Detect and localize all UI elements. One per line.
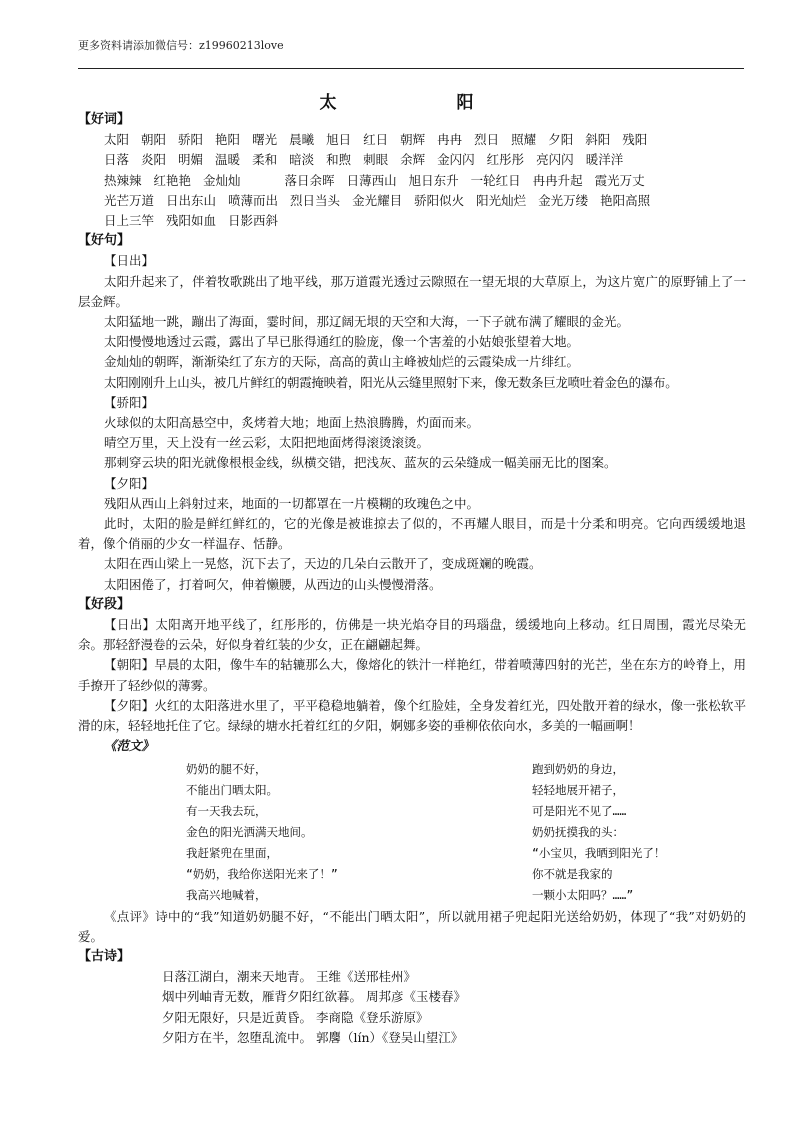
word-row-1 bbox=[104, 130, 746, 150]
word: 冉冉 bbox=[437, 132, 463, 148]
section-heading-good-sentences: 【好句】 bbox=[78, 233, 131, 249]
word: 朝阳 bbox=[141, 132, 167, 148]
paragraph: 【朝阳】早晨的太阳，像牛车的轱辘那么大，像熔化的铁汁一样艳红，带着喷薄四射的光芒，坐在东方的岭脊上，用手撩开了轻纱似的薄雾。 bbox=[78, 657, 746, 693]
word: 日影西斜 bbox=[228, 213, 279, 229]
sentence: 那刺穿云块的阳光就像根根金线，纵横交错，把浅灰、蓝灰的云朵缝成一幅美丽无比的图案。 bbox=[104, 455, 617, 471]
sample-poem bbox=[78, 759, 746, 907]
poem-column-left bbox=[186, 759, 338, 906]
word: 艳阳 bbox=[215, 132, 241, 148]
sentence: 此时，太阳的脸是鲜红鲜红的，它的光像是被谁掠去了似的，不再耀人眼目，而是十分柔和明亮。它向西缓缓地退着，像个俏丽的少女一样温存、恬静。 bbox=[78, 516, 746, 552]
poem-line: 奶奶的腿不好， bbox=[186, 761, 267, 776]
paragraph: 【日出】太阳离开地平线了，红彤彤的，仿佛是一块光焰夺目的玛瑙盘，缓缓地向上移动。红日周围，霞光尽染无余。那轻舒漫卷的云朵，好似身着红装的少女，正在翩翩起舞。 bbox=[78, 617, 746, 653]
sentence: 残阳从西山上斜射过来，地面的一切都罩在一片模糊的玫瑰色之中。 bbox=[104, 495, 480, 511]
word: 烈日 bbox=[474, 132, 500, 148]
poem-line: 金色的阳光洒满天地间。 bbox=[186, 824, 313, 839]
poem-line: 有一天我去玩， bbox=[186, 803, 267, 818]
sentence: 太阳在西山梁上一晃悠，沉下去了，天边的几朵白云散开了，变成斑斓的晚霞。 bbox=[104, 556, 542, 572]
section-heading-ancient-poems: 【古诗】 bbox=[78, 948, 131, 964]
poem-line: 跑到奶奶的身边， bbox=[532, 761, 624, 776]
word: 温暖 bbox=[215, 152, 241, 168]
ancient-poem-line: 烟中列岫青无数，雁背夕阳红欲暮。 周邦彦《玉楼春》 bbox=[162, 989, 466, 1005]
word: 余辉 bbox=[400, 152, 426, 168]
word: 骄阳 bbox=[178, 132, 204, 148]
word: 骄阳似火 bbox=[414, 192, 465, 208]
word: 一轮红日 bbox=[470, 172, 521, 188]
word-row-3 bbox=[104, 171, 746, 191]
subheading-sunrise: 【日出】 bbox=[104, 253, 155, 269]
word: 霞光万丈 bbox=[594, 172, 645, 188]
paragraph: 【夕阳】火红的太阳落进水里了，平平稳稳地躺着，像个红脸娃，全身发着红光，四处散开着的绿水，像一张松软平滑的床，轻轻地托住了它。绿绿的塘水托着红红的夕阳，婀娜多姿的垂柳依依向水，多美的一幅画啊！ bbox=[78, 697, 746, 734]
sentence: 金灿灿的朝晖，渐渐染红了东方的天际，高高的黄山主峰被灿烂的云霞染成一片绯红。 bbox=[104, 354, 580, 370]
word: 光芒万道 bbox=[104, 192, 155, 208]
ancient-poem-line: 夕阳方在半，忽堕乱流中。 郭麐（lín）《登吴山望江》 bbox=[162, 1029, 464, 1045]
subheading-sunset: 【夕阳】 bbox=[104, 475, 155, 491]
word: 红彤彤 bbox=[486, 152, 525, 168]
word: 日出东山 bbox=[166, 192, 217, 208]
word: 金闪闪 bbox=[437, 152, 475, 168]
word: 金光万缕 bbox=[538, 192, 589, 208]
word: 晨曦 bbox=[289, 132, 315, 148]
poem-line: 我赶紧兜在里面， bbox=[186, 845, 278, 860]
word: 亮闪闪 bbox=[536, 152, 574, 168]
section-heading-sample-essay: 《范文》 bbox=[104, 738, 155, 754]
poem-line: 你不就是我家的 bbox=[532, 866, 613, 881]
word: 日薄西山 bbox=[346, 172, 397, 188]
word: 暗淡 bbox=[289, 152, 315, 168]
word: 残阳如血 bbox=[166, 213, 217, 229]
sentence: 晴空万里，天上没有一丝云彩，太阳把地面烤得滚烫滚烫。 bbox=[104, 435, 430, 451]
word: 朝辉 bbox=[400, 132, 426, 148]
header-note: 更多资料请添加微信号：z19960213love bbox=[78, 39, 284, 52]
word: 艳阳高照 bbox=[600, 192, 651, 208]
word: 红日 bbox=[363, 132, 389, 148]
poem-column-right bbox=[532, 759, 665, 906]
subheading-scorching-sun: 【骄阳】 bbox=[104, 394, 155, 410]
word: 和煦 bbox=[326, 152, 352, 168]
word: 落日余晖 bbox=[284, 172, 335, 188]
title-char-2: 阳 bbox=[456, 93, 474, 113]
word: 日落 bbox=[104, 152, 130, 168]
word: 冉冉升起 bbox=[532, 172, 583, 188]
word: 旭日东升 bbox=[408, 172, 459, 188]
word-row-2 bbox=[104, 150, 746, 170]
comment-paragraph: 《点评》诗中的“我”知道奶奶腿不好，“不能出门晒太阳”，所以就用裙子兜起阳光送给奶奶，体现了“我”对奶奶的爱。 bbox=[78, 908, 746, 944]
word-row-4 bbox=[104, 191, 746, 211]
poem-line: 可是阳光不见了…… bbox=[532, 803, 627, 818]
sentence: 火球似的太阳高悬空中，炙烤着大地；地面上热浪腾腾，灼面而来。 bbox=[104, 415, 480, 431]
word: 照耀 bbox=[511, 132, 537, 148]
section-heading-good-words: 【好词】 bbox=[78, 112, 131, 127]
poem-line: 一颗小太阳吗？……” bbox=[532, 887, 634, 902]
word: 日上三竿 bbox=[104, 213, 155, 229]
word: 炎阳 bbox=[141, 152, 167, 168]
word: 喷薄而出 bbox=[228, 192, 279, 208]
word: 太阳 bbox=[104, 132, 130, 148]
word: 热辣辣 bbox=[104, 172, 142, 188]
sentence: 太阳慢慢地透过云霞，露出了早已胀得通红的脸庞，像一个害羞的小姑娘张望着大地。 bbox=[104, 334, 580, 350]
sentence: 太阳猛地一跳，蹦出了海面，霎时间，那辽阔无垠的天空和大海，一下子就布满了耀眼的金光。 bbox=[104, 314, 630, 330]
word: 夕阳 bbox=[548, 132, 574, 148]
word: 暖洋洋 bbox=[585, 152, 624, 168]
word: 斜阳 bbox=[585, 132, 611, 148]
poem-line: “小宝贝，我晒到阳光了！ bbox=[532, 845, 666, 860]
word: 旭日 bbox=[326, 132, 352, 148]
sentence: 太阳困倦了，打着呵欠，伸着懒腰，从西边的山头慢慢滑落。 bbox=[104, 576, 442, 592]
ancient-poem-line: 夕阳无限好，只是近黄昏。 李商隐《登乐游原》 bbox=[162, 1009, 429, 1025]
poem-line: 轻轻地展开裙子， bbox=[532, 782, 624, 797]
poem-line: “奶奶，我给你送阳光来了！” bbox=[186, 866, 338, 881]
word: 明媚 bbox=[178, 152, 204, 168]
title-char-1: 太 bbox=[319, 93, 337, 113]
poem-line: 奶奶抚摸我的头： bbox=[532, 824, 624, 839]
ancient-poem-line: 日落江湖白，潮来天地青。 王维《送邢桂州》 bbox=[162, 969, 416, 985]
section-heading-good-paragraphs: 【好段】 bbox=[78, 596, 131, 612]
word: 阳光灿烂 bbox=[476, 192, 527, 208]
document-body bbox=[78, 110, 746, 1048]
word: 红艳艳 bbox=[153, 172, 192, 188]
word: 残阳 bbox=[622, 132, 648, 148]
word: 烈日当头 bbox=[290, 192, 341, 208]
word-row-5 bbox=[104, 211, 746, 231]
word: 刺眼 bbox=[363, 152, 389, 168]
word: 金光耀目 bbox=[352, 192, 403, 208]
poem-line: 不能出门晒太阳。 bbox=[186, 782, 278, 797]
word: 金灿灿 bbox=[203, 172, 241, 188]
word: 曙光 bbox=[252, 132, 278, 148]
sentence: 太阳升起来了，伴着牧歌跳出了地平线，那万道霞光透过云隙照在一望无垠的大草原上，为这片宽广的原野铺上了一层金辉。 bbox=[78, 273, 746, 309]
header-divider bbox=[78, 68, 744, 69]
sentence: 太阳刚刚升上山头，被几片鲜红的朝霞掩映着，阳光从云缝里照射下来，像无数条巨龙喷吐着金色的瀑布。 bbox=[104, 374, 678, 390]
word: 柔和 bbox=[252, 152, 278, 168]
poem-line: 我高兴地喊着， bbox=[186, 887, 267, 902]
word-list bbox=[78, 130, 746, 231]
